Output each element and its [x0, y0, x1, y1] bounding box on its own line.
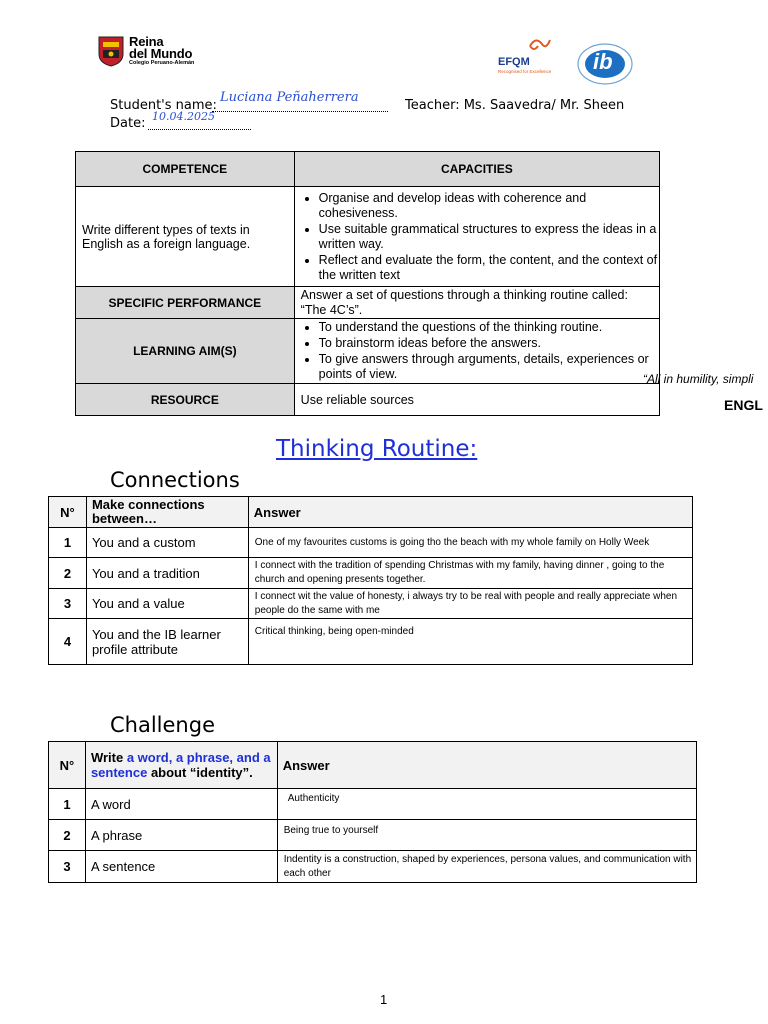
- row-number: 2: [49, 558, 87, 589]
- logo-name-line2: del Mundo: [129, 46, 193, 61]
- page-number: 1: [380, 992, 388, 1007]
- row-label: You and a value: [86, 589, 248, 619]
- teacher-label: Teacher: Ms. Saavedra/ Mr. Sheen: [405, 98, 625, 113]
- ib-logo: [576, 43, 634, 85]
- competence-header: COMPETENCE: [76, 152, 295, 187]
- row-number: 1: [49, 528, 87, 558]
- col-make-header: Make connections between…: [86, 497, 248, 528]
- side-engl: ENGL: [724, 397, 763, 413]
- capacity-item: • Organise and develop ideas with coherence and cohesiveness.: [319, 191, 659, 221]
- aim-item: • To give answers through arguments, details, experiences or points of view.: [319, 352, 659, 382]
- resource-label: RESOURCE: [76, 384, 295, 416]
- row-label: You and a custom: [86, 528, 248, 558]
- capacities-header: CAPACITIES: [294, 152, 659, 187]
- row-label: A word: [85, 789, 277, 820]
- row-number: 3: [49, 589, 87, 619]
- row-answer[interactable]: I connect with the tradition of spending Christmas with my family, having dinner , going to the church and opening presents together.: [248, 558, 692, 589]
- aim-item: • To brainstorm ideas before the answers.: [319, 336, 659, 351]
- connections-table: [48, 496, 693, 665]
- write-text: Write: [90, 750, 127, 765]
- challenge-table: [48, 741, 697, 883]
- capacity-item: • Use suitable grammatical structures to express the ideas in a written way.: [319, 222, 659, 252]
- row-label: You and the IB learner profile attribute: [86, 619, 248, 665]
- efqm-text: EFQM: [498, 56, 530, 68]
- table-row: [49, 619, 693, 665]
- school-shield-icon: [98, 36, 124, 67]
- student-name-label: Student's name:: [110, 98, 217, 113]
- col-answer-header: Answer: [277, 742, 696, 789]
- table-row: [49, 589, 693, 619]
- col-answer-header: Answer: [248, 497, 692, 528]
- row-answer[interactable]: Authenticity: [277, 789, 696, 820]
- write-highlight: a word, a phrase, and a sentence: [90, 750, 271, 780]
- table-row: [49, 528, 693, 558]
- student-name-value[interactable]: Luciana Peñaherrera: [220, 90, 359, 105]
- row-number: 4: [49, 619, 87, 665]
- date-value[interactable]: 10.04.2025: [152, 110, 215, 123]
- row-answer[interactable]: One of my favourites customs is going tho the beach with my whole family on Holly Week: [248, 528, 692, 558]
- logo-name-line1: Reina: [129, 34, 164, 49]
- row-answer[interactable]: Critical thinking, being open-minded: [248, 619, 692, 665]
- learning-aims-label: LEARNING AIM(S): [76, 319, 295, 384]
- ib-text: ib: [593, 49, 613, 74]
- logo-subtitle: Colegio Peruano-Alemán: [129, 60, 195, 66]
- table-row: [49, 558, 693, 589]
- row-number: 3: [49, 851, 86, 883]
- row-label: You and a tradition: [86, 558, 248, 589]
- row-answer[interactable]: I connect wit the value of honesty, i always try to be real with people and really appreciate when people do the same with me: [248, 589, 692, 619]
- efqm-subtext: Recognised for Excellence: [498, 69, 552, 74]
- table-row: [49, 820, 697, 851]
- table-row: [49, 851, 697, 883]
- resource-value: Use reliable sources: [294, 384, 659, 416]
- capacities-cell: [294, 187, 659, 287]
- competence-table: [75, 151, 660, 416]
- row-answer[interactable]: Being true to yourself: [277, 820, 696, 851]
- capacity-item: • Reflect and evaluate the form, the content, and the context of the written text: [319, 253, 659, 283]
- row-number: 2: [49, 820, 86, 851]
- row-label: A sentence: [85, 851, 277, 883]
- efqm-logo: [494, 34, 562, 82]
- row-label: A phrase: [85, 820, 277, 851]
- challenge-heading: Challenge: [110, 713, 215, 737]
- connections-heading: Connections: [110, 468, 240, 492]
- col-number-header: N°: [49, 742, 86, 789]
- row-answer[interactable]: Indentity is a construction, shaped by experiences, persona values, and communication with each other: [277, 851, 696, 883]
- learning-aims-cell: [294, 319, 659, 384]
- specific-performance-label: SPECIFIC PERFORMANCE: [76, 287, 295, 319]
- date-label: Date:: [110, 116, 146, 131]
- aim-item: • To understand the questions of the thinking routine.: [319, 320, 659, 335]
- col-number-header: N°: [49, 497, 87, 528]
- competence-cell: Write different types of texts in English as a foreign language.: [76, 187, 295, 287]
- side-quote: “All in humility, simpli: [643, 372, 754, 386]
- specific-performance-value: Answer a set of questions through a thinking routine called: “The 4C’s”.: [294, 287, 659, 319]
- write-text-end: about “identity”.: [147, 765, 253, 780]
- col-write-header: [85, 742, 277, 789]
- row-number: 1: [49, 789, 86, 820]
- page-title: Thinking Routine:: [276, 436, 478, 462]
- table-row: [49, 789, 697, 820]
